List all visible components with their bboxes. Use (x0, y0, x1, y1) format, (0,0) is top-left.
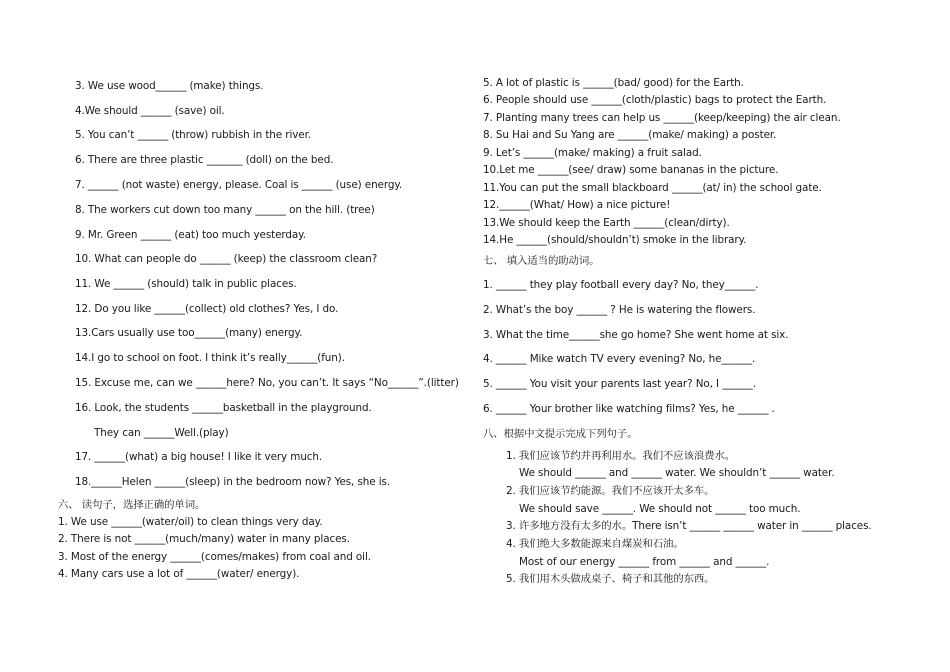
translation-prompt: 2. 我们应该节约能源。我们不应该开太多车。 (506, 485, 715, 497)
exercise-item: 12. Do you like ______(collect) old clothes? Yes, I do. (75, 303, 339, 315)
exercise-item: 3. What the time______she go home? She went home at six. (483, 329, 789, 341)
exercise-item: 14.He ______(should/shouldn’t) smoke in the library. (483, 234, 747, 246)
translation-prompt: 5. 我们用木头做成桌子、椅子和其他的东西。 (506, 573, 715, 585)
exercise-item: 5. ______ You visit your parents last year? No, I ______. (483, 378, 756, 390)
exercise-item: 6. People should use ______(cloth/plastic) bags to protect the Earth. (483, 94, 827, 106)
exercise-item: 9. Mr. Green ______ (eat) too much yesterday. (75, 229, 306, 241)
exercise-item: 12.______(What/ How) a nice picture! (483, 199, 671, 211)
exercise-item: 1. We use ______(water/oil) to clean things very day. (58, 516, 323, 528)
exercise-item: 5. You can’t ______ (throw) rubbish in the river. (75, 129, 312, 141)
translation-answer: We should save ______. We should not ______ too much. (519, 503, 801, 515)
exercise-item: 4.We should ______ (save) oil. (75, 105, 225, 117)
section-7-title: 七、 填入适当的助动词。 (483, 255, 600, 267)
translation-prompt: 3. 许多地方没有太多的水。There isn’t ______ ______ water in ______ places. (506, 520, 872, 532)
exercise-item: 16. Look, the students ______basketball in the playground. (75, 402, 372, 414)
exercise-item: 11. We ______ (should) talk in public places. (75, 278, 297, 290)
section-8-title: 八、根据中文提示完成下列句子。 (483, 428, 638, 440)
translation-answer: Most of our energy ______ from ______ and ______. (519, 556, 770, 568)
exercise-item: 11.You can put the small blackboard ______(at/ in) the school gate. (483, 182, 822, 194)
exercise-item: 2. What’s the boy ______ ? He is watering the flowers. (483, 304, 756, 316)
exercise-item-continuation: They can ______Well.(play) (94, 427, 229, 439)
exercise-item: 7. ______ (not waste) energy, please. Coal is ______ (use) energy. (75, 179, 403, 191)
exercise-item: 17. ______(what) a big house! I like it very much. (75, 451, 323, 463)
exercise-item: 4. Many cars use a lot of ______(water/ energy). (58, 568, 300, 580)
exercise-item: 3. Most of the energy ______(comes/makes) from coal and oil. (58, 551, 371, 563)
translation-answer: We should ______ and ______ water. We shouldn’t ______ water. (519, 467, 835, 479)
exercise-item: 10. What can people do ______ (keep) the classroom clean? (75, 253, 378, 265)
exercise-item: 9. Let’s ______(make/ making) a fruit salad. (483, 147, 702, 159)
exercise-item: 8. Su Hai and Su Yang are ______(make/ making) a poster. (483, 129, 777, 141)
exercise-item: 13.Cars usually use too______(many) energy. (75, 327, 303, 339)
exercise-item: 8. The workers cut down too many ______ on the hill. (tree) (75, 204, 375, 216)
exercise-item: 3. We use wood______ (make) things. (75, 80, 264, 92)
exercise-item: 6. There are three plastic _______ (doll) on the bed. (75, 154, 334, 166)
section-6-title: 六、 读句子，选择正确的单词。 (58, 499, 206, 511)
exercise-item: 1. ______ they play football every day? No, they______. (483, 279, 759, 291)
exercise-item: 15. Excuse me, can we ______here? No, you can’t. It says “No______”.(litter) (75, 377, 459, 389)
exercise-item: 10.Let me ______(see/ draw) some bananas in the picture. (483, 164, 779, 176)
translation-prompt: 1. 我们应该节约并再利用水。我们不应该浪费水。 (506, 450, 736, 462)
exercise-item: 6. ______ Your brother like watching films? Yes, he ______ . (483, 403, 775, 415)
exercise-item: 5. A lot of plastic is ______(bad/ good) for the Earth. (483, 77, 744, 89)
exercise-item: 14.I go to school on foot. I think it’s really______(fun). (75, 352, 345, 364)
exercise-item: 7. Planting many trees can help us ______(keep/keeping) the air clean. (483, 112, 841, 124)
exercise-item: 18.______Helen ______(sleep) in the bedroom now? Yes, she is. (75, 476, 391, 488)
exercise-item: 4. ______ Mike watch TV every evening? No, he______. (483, 353, 756, 365)
exercise-item: 13.We should keep the Earth ______(clean/dirty). (483, 217, 730, 229)
exercise-item: 2. There is not ______(much/many) water in many places. (58, 533, 350, 545)
translation-prompt: 4. 我们绝大多数能源来自煤炭和石油。 (506, 538, 684, 550)
